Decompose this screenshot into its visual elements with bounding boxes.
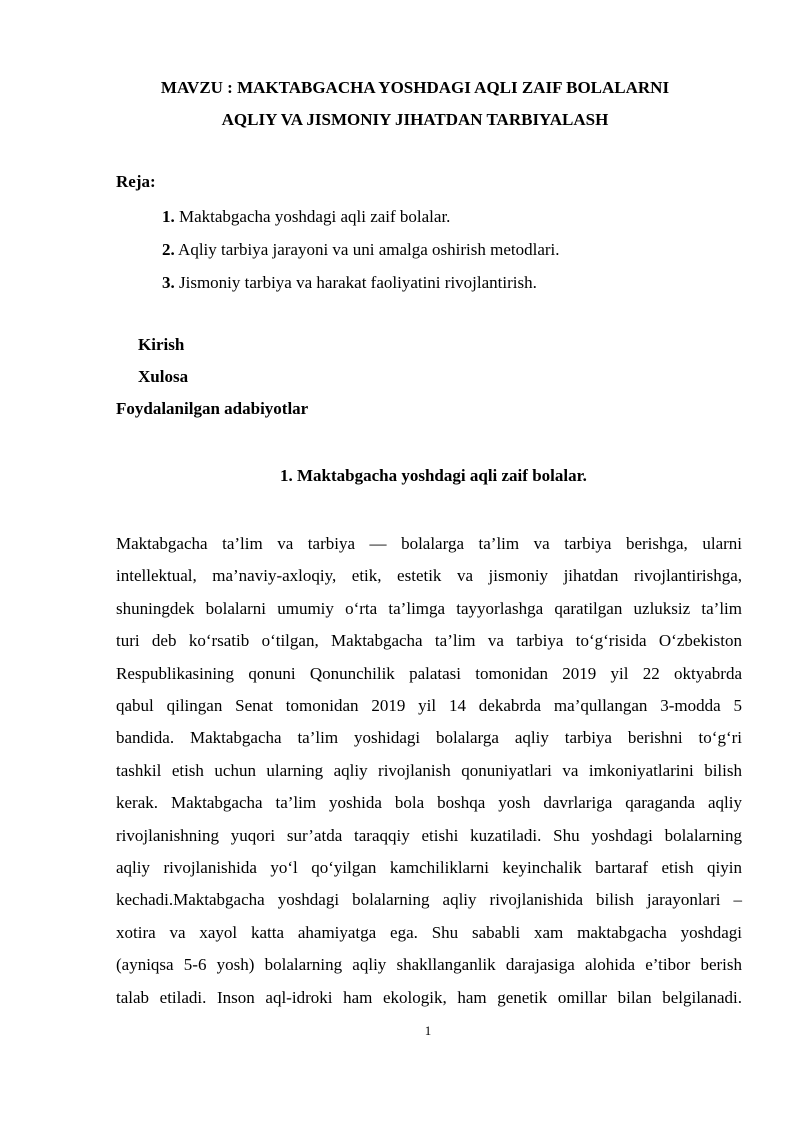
- conclusion-heading: Xulosa: [138, 367, 189, 386]
- page-number: 1: [424, 1023, 432, 1038]
- intro-heading: Kirish: [138, 335, 185, 354]
- paragraph-line: tashkil etish uchun ularning aqliy rivojlanish qonuniyatlari va imkoniyatlarini bilish: [116, 760, 742, 780]
- plan-list: [162, 204, 560, 303]
- plan-item-text: Maktabgacha yoshdagi aqli zaif bolalar.: [174, 207, 451, 226]
- paragraph-line: turi deb ko‘rsatib o‘tilgan, Maktabgacha ta’lim va tarbiya to‘g‘risida O‘zbekiston: [116, 631, 742, 651]
- paragraph-line: intellektual, ma’naviy-axloqiy, etik, estetik va jismoniy jihatdan rivojlantirishga,: [116, 566, 742, 586]
- references-heading: Foydalanilgan adabiyotlar: [116, 399, 309, 418]
- paragraph-line: Maktabgacha ta’lim va tarbiya — bolalarga ta’lim va tarbiya berishga, ularni: [116, 534, 742, 553]
- paragraph-line: kerak. Maktabgacha ta’lim yoshida bola boshqa yosh davrlariga qaraganda aqliy: [116, 793, 742, 813]
- paragraph-line: Respublikasining qonuni Qonunchilik palatasi tomonidan 2019 yil 22 oktyabrda: [116, 663, 742, 683]
- paragraph-line: qabul qilingan Senat tomonidan 2019 yil 14 dekabrda ma’qullangan 3-modda 5: [116, 696, 742, 716]
- plan-heading: Reja:: [116, 172, 156, 191]
- title-line: AQLIY VA JISMONIY JIHATDAN TARBIYALASH: [221, 110, 609, 129]
- plan-item-text: Jismoniy tarbiya va harakat faoliyatini rivojlantirish.: [174, 273, 537, 292]
- title-line: MAVZU : MAKTABGACHA YOSHDAGI AQLI ZAIF BOLALARNI: [160, 78, 670, 97]
- paragraph-line: bandida. Maktabgacha ta’lim yoshidagi bolalarga aqliy tarbiya berishni to‘g‘ri: [116, 728, 742, 748]
- plan-item-number: 3.: [162, 273, 175, 292]
- paragraph-line: talab etiladi. Inson aql-idroki ham ekologik, ham genetik omillar bilan belgilanadi.: [116, 987, 742, 1007]
- paragraph-line: shuningdek bolalarni umumiy o‘rta ta’limga tayyorlashga qaratilgan uzluksiz ta’lim: [116, 598, 742, 618]
- paragraph-line: aqliy rivojlanishida yo‘l qo‘yilgan kamchiliklarni keyinchalik bartaraf etish qiyin: [116, 858, 742, 878]
- paragraph-line: xotira va xayol katta ahamiyatga ega. Shu sababli xam maktabgacha yoshdagi: [116, 922, 742, 942]
- plan-item: [162, 270, 560, 303]
- body-paragraph: [116, 528, 742, 1014]
- paragraph-line: rivojlanishning yuqori sur’atda taraqqiy etishi kuzatiladi. Shu yoshdagi bolalarning: [116, 825, 742, 845]
- plan-item-number: 2.: [162, 240, 175, 259]
- section-title: 1. Maktabgacha yoshdagi aqli zaif bolalar.: [280, 466, 587, 485]
- document-title: [100, 72, 730, 136]
- plan-item-number: 1.: [162, 207, 175, 226]
- plan-item-text: Aqliy tarbiya jarayoni va uni amalga oshirish metodlari.: [174, 240, 560, 259]
- plan-item: [162, 237, 560, 270]
- paragraph-line: kechadi.Maktabgacha yoshdagi bolalarning aqliy rivojlanishida bilish jarayonlari –: [116, 890, 742, 910]
- paragraph-line: (ayniqsa 5-6 yosh) bolalarning aqliy shakllanganlik darajasiga alohida e’tibor berish: [116, 955, 742, 975]
- plan-item: [162, 204, 560, 237]
